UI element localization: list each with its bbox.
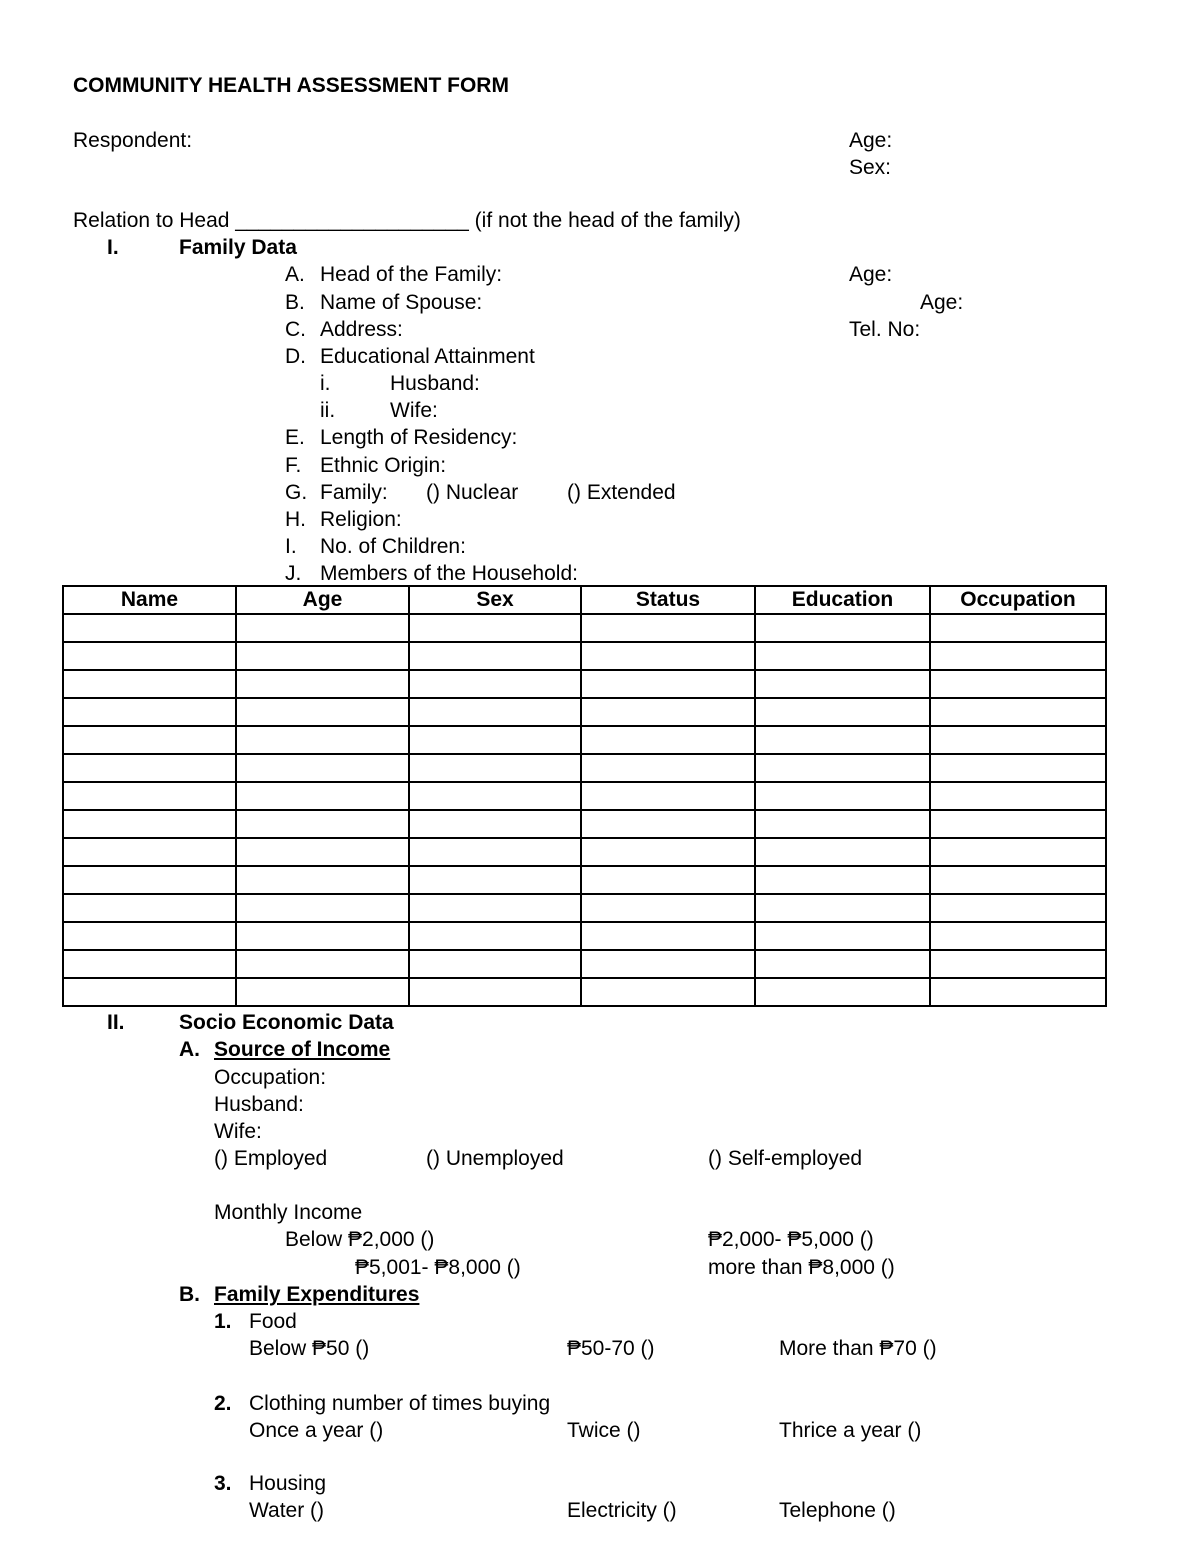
food-50-70-option[interactable]: ₱50-70 ()	[567, 1337, 655, 1360]
cell-status[interactable]	[581, 726, 755, 754]
income-5001-8000-option[interactable]: ₱5,001- ₱8,000 ()	[355, 1256, 521, 1279]
cell-sex[interactable]	[409, 614, 581, 642]
item-b-letter: B.	[285, 291, 305, 314]
cell-occupation[interactable]	[930, 726, 1106, 754]
ethnic-origin-label: Ethnic Origin:	[320, 454, 447, 477]
cell-sex[interactable]	[409, 726, 581, 754]
nuclear-option[interactable]: () Nuclear	[426, 481, 519, 504]
cell-education[interactable]	[755, 894, 930, 922]
table-row	[63, 754, 1106, 782]
cell-status[interactable]	[581, 810, 755, 838]
income-below-2000-option[interactable]: Below ₱2,000 ()	[285, 1228, 435, 1251]
table-row	[63, 838, 1106, 866]
cell-status[interactable]	[581, 782, 755, 810]
wife-education-label: Wife:	[390, 399, 438, 422]
cell-sex[interactable]	[409, 894, 581, 922]
cell-age[interactable]	[236, 782, 409, 810]
cell-age[interactable]	[236, 726, 409, 754]
cell-name[interactable]	[63, 810, 236, 838]
respondent-age-label: Age:	[849, 129, 893, 152]
cell-sex[interactable]	[409, 810, 581, 838]
family-type-label: Family:	[320, 481, 388, 504]
cell-sex[interactable]	[409, 782, 581, 810]
cell-name[interactable]	[63, 698, 236, 726]
cell-occupation[interactable]	[930, 950, 1106, 978]
cell-sex[interactable]	[409, 754, 581, 782]
cell-occupation[interactable]	[930, 894, 1106, 922]
cell-age[interactable]	[236, 614, 409, 642]
clothing-thrice-option[interactable]: Thrice a year ()	[779, 1419, 922, 1442]
food-below-50-option[interactable]: Below ₱50 ()	[249, 1337, 370, 1360]
housing-water-option[interactable]: Water ()	[249, 1499, 325, 1522]
cell-sex[interactable]	[409, 642, 581, 670]
cell-occupation[interactable]	[930, 838, 1106, 866]
column-header-sex: Sex	[409, 586, 581, 614]
cell-status[interactable]	[581, 698, 755, 726]
table-row	[63, 922, 1106, 950]
head-of-family-label: Head of the Family:	[320, 263, 503, 286]
cell-name[interactable]	[63, 978, 236, 1006]
table-row	[63, 614, 1106, 642]
address-label: Address:	[320, 318, 403, 341]
respondent-label: Respondent:	[73, 129, 193, 152]
section-ii-numeral: II.	[107, 1011, 125, 1034]
housing-telephone-option[interactable]: Telephone ()	[779, 1499, 896, 1522]
food-label: Food	[249, 1310, 297, 1333]
household-members-table	[62, 585, 1107, 1007]
table-row	[63, 810, 1106, 838]
cell-name[interactable]	[63, 894, 236, 922]
item-g-letter: G.	[285, 481, 308, 504]
section-ii-title: Socio Economic Data	[179, 1011, 394, 1034]
cell-occupation[interactable]	[930, 670, 1106, 698]
cell-occupation[interactable]	[930, 978, 1106, 1006]
table-header-row	[63, 586, 1106, 614]
cell-education[interactable]	[755, 642, 930, 670]
table-row	[63, 670, 1106, 698]
table-row	[63, 978, 1106, 1006]
cell-name[interactable]	[63, 866, 236, 894]
spouse-name-label: Name of Spouse:	[320, 291, 483, 314]
cell-occupation[interactable]	[930, 866, 1106, 894]
cell-name[interactable]	[63, 614, 236, 642]
column-header-occupation: Occupation	[930, 586, 1106, 614]
cell-status[interactable]	[581, 754, 755, 782]
cell-education[interactable]	[755, 726, 930, 754]
cell-name[interactable]	[63, 670, 236, 698]
cell-education[interactable]	[755, 810, 930, 838]
item-j-letter: J.	[285, 562, 302, 585]
cell-occupation[interactable]	[930, 782, 1106, 810]
table-row	[63, 698, 1106, 726]
religion-label: Religion:	[320, 508, 402, 531]
clothing-twice-option[interactable]: Twice ()	[567, 1419, 641, 1442]
cell-age[interactable]	[236, 810, 409, 838]
clothing-once-option[interactable]: Once a year ()	[249, 1419, 384, 1442]
cell-name[interactable]	[63, 754, 236, 782]
cell-status[interactable]	[581, 838, 755, 866]
food-number: 1.	[214, 1310, 232, 1333]
respondent-sex-label: Sex:	[849, 156, 892, 179]
cell-status[interactable]	[581, 866, 755, 894]
table-row	[63, 642, 1106, 670]
self-employed-option[interactable]: () Self-employed	[708, 1147, 863, 1170]
column-header-education: Education	[755, 586, 930, 614]
item-c-letter: C.	[285, 318, 306, 341]
spouse-age-label: Age:	[920, 291, 964, 314]
housing-electricity-option[interactable]: Electricity ()	[567, 1499, 677, 1522]
sub-b-letter: B.	[179, 1283, 200, 1306]
household-members-body	[63, 614, 1106, 1006]
cell-age[interactable]	[236, 670, 409, 698]
cell-age[interactable]	[236, 698, 409, 726]
tel-no-label: Tel. No:	[849, 318, 921, 341]
cell-occupation[interactable]	[930, 642, 1106, 670]
relation-to-head-line: Relation to Head ____________________ (if not the head of the family)	[73, 209, 741, 232]
table-row	[63, 782, 1106, 810]
cell-age[interactable]	[236, 894, 409, 922]
cell-status[interactable]	[581, 950, 755, 978]
cell-education[interactable]	[755, 838, 930, 866]
cell-sex[interactable]	[409, 922, 581, 950]
cell-name[interactable]	[63, 838, 236, 866]
monthly-income-label: Monthly Income	[214, 1201, 363, 1224]
cell-sex[interactable]	[409, 950, 581, 978]
cell-age[interactable]	[236, 838, 409, 866]
cell-age[interactable]	[236, 922, 409, 950]
cell-education[interactable]	[755, 978, 930, 1006]
cell-occupation[interactable]	[930, 922, 1106, 950]
cell-status[interactable]	[581, 642, 755, 670]
cell-occupation[interactable]	[930, 614, 1106, 642]
clothing-label: Clothing number of times buying	[249, 1392, 551, 1415]
item-i-letter: I.	[285, 535, 297, 558]
cell-education[interactable]	[755, 754, 930, 782]
column-header-name: Name	[63, 586, 236, 614]
income-2000-5000-option[interactable]: ₱2,000- ₱5,000 ()	[708, 1228, 874, 1251]
sub-a-letter: A.	[179, 1038, 200, 1061]
item-d-ii-numeral: ii.	[320, 399, 336, 422]
cell-occupation[interactable]	[930, 698, 1106, 726]
income-above-8000-option[interactable]: more than ₱8,000 ()	[708, 1256, 895, 1279]
cell-age[interactable]	[236, 642, 409, 670]
column-header-age: Age	[236, 586, 409, 614]
table-row	[63, 726, 1106, 754]
table-row	[63, 950, 1106, 978]
cell-status[interactable]	[581, 614, 755, 642]
cell-name[interactable]	[63, 922, 236, 950]
section-i-numeral: I.	[107, 236, 119, 259]
item-h-letter: H.	[285, 508, 306, 531]
housing-number: 3.	[214, 1472, 232, 1495]
cell-age[interactable]	[236, 950, 409, 978]
housing-label: Housing	[249, 1472, 327, 1495]
residency-length-label: Length of Residency:	[320, 426, 518, 449]
cell-education[interactable]	[755, 670, 930, 698]
cell-age[interactable]	[236, 754, 409, 782]
cell-name[interactable]	[63, 726, 236, 754]
head-age-label: Age:	[849, 263, 893, 286]
page-title: COMMUNITY HEALTH ASSESSMENT FORM	[73, 74, 509, 97]
cell-education[interactable]	[755, 698, 930, 726]
item-e-letter: E.	[285, 426, 305, 449]
item-a-letter: A.	[285, 263, 305, 286]
item-d-i-numeral: i.	[320, 372, 331, 395]
cell-sex[interactable]	[409, 670, 581, 698]
family-expenditures-title: Family Expenditures	[214, 1283, 420, 1306]
column-header-status: Status	[581, 586, 755, 614]
cell-education[interactable]	[755, 866, 930, 894]
wife-occupation-label: Wife:	[214, 1120, 262, 1143]
husband-occupation-label: Husband:	[214, 1093, 304, 1116]
cell-sex[interactable]	[409, 978, 581, 1006]
source-of-income-title: Source of Income	[214, 1038, 391, 1061]
clothing-number: 2.	[214, 1392, 232, 1415]
cell-name[interactable]	[63, 950, 236, 978]
cell-education[interactable]	[755, 922, 930, 950]
employed-option[interactable]: () Employed	[214, 1147, 328, 1170]
children-count-label: No. of Children:	[320, 535, 466, 558]
cell-education[interactable]	[755, 614, 930, 642]
occupation-label: Occupation:	[214, 1066, 327, 1089]
cell-sex[interactable]	[409, 838, 581, 866]
cell-status[interactable]	[581, 894, 755, 922]
item-d-letter: D.	[285, 345, 306, 368]
cell-age[interactable]	[236, 978, 409, 1006]
household-members-label: Members of the Household:	[320, 562, 578, 585]
educational-attainment-label: Educational Attainment	[320, 345, 535, 368]
cell-education[interactable]	[755, 950, 930, 978]
cell-education[interactable]	[755, 782, 930, 810]
section-i-title: Family Data	[179, 236, 297, 259]
cell-sex[interactable]	[409, 698, 581, 726]
cell-sex[interactable]	[409, 866, 581, 894]
cell-status[interactable]	[581, 922, 755, 950]
extended-option[interactable]: () Extended	[567, 481, 676, 504]
food-more-than-70-option[interactable]: More than ₱70 ()	[779, 1337, 937, 1360]
unemployed-option[interactable]: () Unemployed	[426, 1147, 564, 1170]
husband-education-label: Husband:	[390, 372, 480, 395]
cell-name[interactable]	[63, 642, 236, 670]
cell-status[interactable]	[581, 670, 755, 698]
table-row	[63, 866, 1106, 894]
cell-age[interactable]	[236, 866, 409, 894]
item-f-letter: F.	[285, 454, 302, 477]
cell-status[interactable]	[581, 978, 755, 1006]
cell-occupation[interactable]	[930, 754, 1106, 782]
cell-occupation[interactable]	[930, 810, 1106, 838]
table-row	[63, 894, 1106, 922]
cell-name[interactable]	[63, 782, 236, 810]
